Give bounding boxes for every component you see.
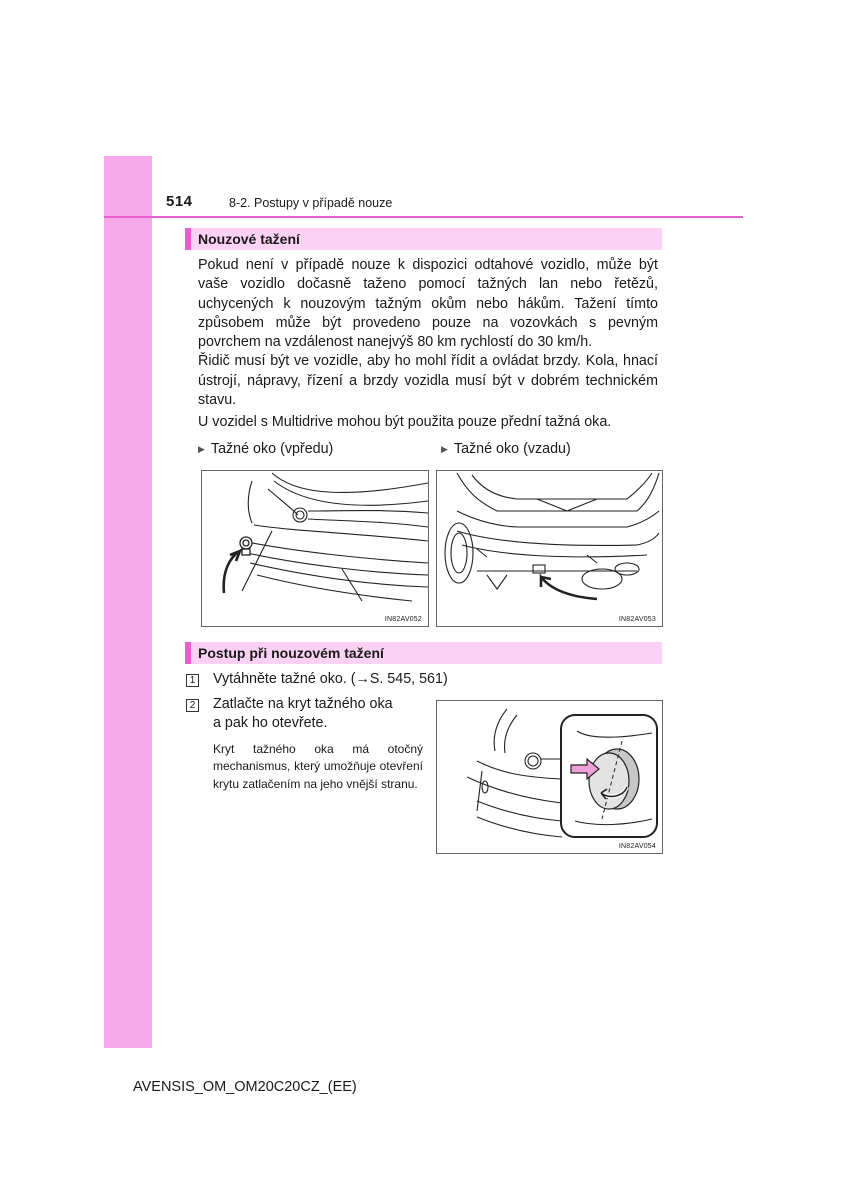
figure-towing-eye-cover	[436, 700, 663, 854]
page-number: 514	[166, 193, 193, 210]
triangle-bullet-icon: ▶	[198, 443, 205, 454]
step-2-text-line1: Zatlačte na kryt tažného oka	[213, 696, 393, 712]
triangle-bullet-icon: ▶	[441, 443, 448, 454]
step-2-text-line2: a pak ho otevřete.	[213, 715, 328, 731]
section-heading-text: Nouzové tažení	[198, 231, 300, 247]
cover-illustration	[437, 701, 662, 853]
chapter-title: 8-2. Postupy v případě nouze	[229, 196, 393, 210]
figure-code: IN82AV054	[618, 843, 656, 850]
front-bumper-illustration	[202, 471, 428, 626]
step-number-1: 1	[186, 674, 199, 687]
paragraph-multidrive: U vozidel s Multidrive mohou být použita pouze přední tažná oka.	[198, 414, 612, 431]
step-1-text: Vytáhněte tažné oko. (→S. 545, 561)	[213, 671, 448, 687]
paragraph-towing-conditions: Pokud není v případě nouze k dispozici odtahové vozidlo, může být vaše vozidlo dočasně taženo pomocí tažných lan nebo řetězů, uchycených k nouzovým tažným okům nebo hákům. Tažení tímto způsobem může být provedeno pouze na vozovkách s pevným povrchem na vzdálenost nanejvýš 80 km rychlostí do 30 km/h.	[198, 257, 658, 351]
step-number-2: 2	[186, 699, 199, 712]
header-rule	[104, 216, 743, 218]
section-heading-emergency-towing	[185, 228, 662, 250]
section-heading-text: Postup při nouzovém tažení	[198, 645, 384, 661]
figure-code: IN82AV053	[618, 616, 656, 623]
figure-label-rear: ▶ Tažné oko (vzadu)	[441, 441, 571, 457]
figure-rear-towing-eye	[436, 470, 663, 627]
figure-label-front: ▶ Tažné oko (vpředu)	[198, 441, 334, 457]
figure-front-towing-eye	[201, 470, 429, 627]
intro-text	[198, 256, 658, 433]
section-heading-towing-procedure	[185, 642, 662, 664]
page-margin-tab	[104, 156, 152, 1048]
rear-bumper-illustration	[437, 471, 662, 626]
figure-code: IN82AV052	[384, 616, 422, 623]
step-2-note: Kryt tažného oka má otočný mechanismus, který umožňuje otevření krytu zatlačením na jeho vnější stranu.	[213, 742, 423, 791]
footer-doc-code: AVENSIS_OM_OM20C20CZ_(EE)	[133, 1079, 357, 1095]
paragraph-driver-requirements: Řidič musí být ve vozidle, aby ho mohl řídit a ovládat brzdy. Kola, hnací ústrojí, nápravy, řízení a brzdy vozidla musí být v dobrém technickém stavu.	[198, 353, 658, 409]
